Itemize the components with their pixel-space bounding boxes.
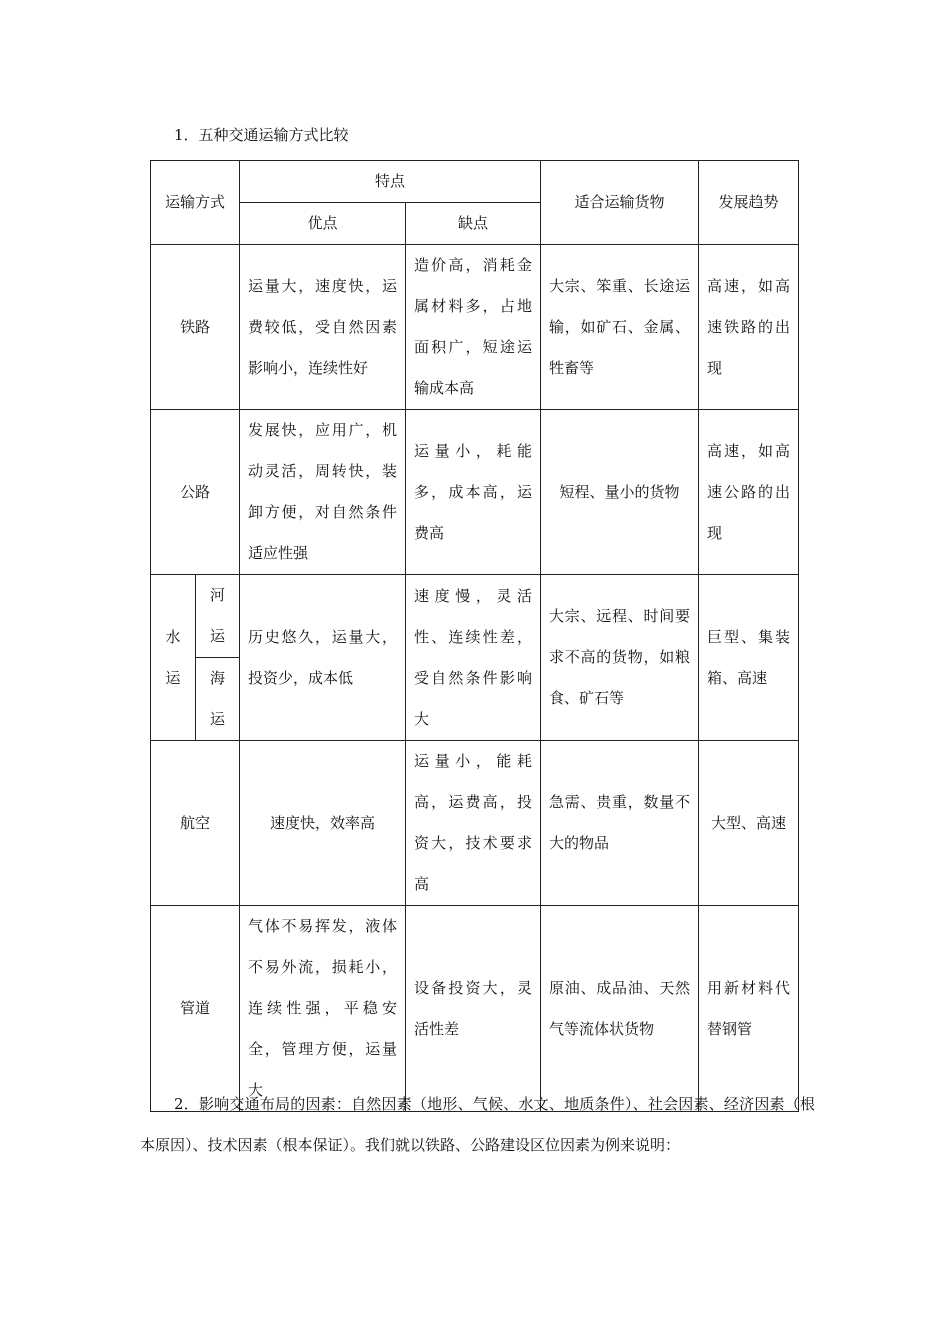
- water-trend: 巨型、集装箱、高速: [699, 575, 799, 741]
- air-advantages: 速度快，效率高: [240, 741, 406, 906]
- air-cargo: 急需、贵重，数量不大的物品: [541, 741, 699, 906]
- pipe-trend: 用新材料代替钢管: [699, 906, 799, 1112]
- mode-road: 公路: [151, 410, 240, 575]
- pipe-advantages: 气体不易挥发，液体不易外流，损耗小，连续性强，平稳安全，管理方便，运量大: [240, 906, 406, 1112]
- water-cargo: 大宗、远程、时间要求不高的货物，如粮食、矿石等: [541, 575, 699, 741]
- water-disadvantages: 速度慢，灵活性、连续性差，受自然条件影响大: [406, 575, 541, 741]
- transport-comparison-table: [150, 160, 799, 1112]
- table-row-water-river: [151, 575, 799, 658]
- rail-trend: 高速，如高速铁路的出现: [699, 245, 799, 410]
- table-row-road: [151, 410, 799, 575]
- mode-air: 航空: [151, 741, 240, 906]
- header-features: 特点: [240, 161, 541, 203]
- pipe-cargo: 原油、成品油、天然气等流体状货物: [541, 906, 699, 1112]
- road-disadvantages: 运量小，耗能多，成本高，运费高: [406, 410, 541, 575]
- air-disadvantages: 运量小，能耗高，运费高，投资大，技术要求高: [406, 741, 541, 906]
- section2-paragraph: 2．影响交通布局的因素：自然因素（地形、气候、水文、地质条件）、社会因素、经济因素（根本原因）、技术因素（根本保证）。我们就以铁路、公路建设区位因素为例来说明：: [140, 1095, 815, 1154]
- road-advantages: 发展快，应用广，机动灵活，周转快，装卸方便，对自然条件适应性强: [240, 410, 406, 575]
- water-sub-sea: 海运: [196, 658, 240, 741]
- air-trend: 大型、高速: [699, 741, 799, 906]
- header-trend: 发展趋势: [699, 161, 799, 245]
- table-row-air: [151, 741, 799, 906]
- header-cargo: 适合运输货物: [541, 161, 699, 245]
- road-cargo: 短程、量小的货物: [541, 410, 699, 575]
- header-mode: 运输方式: [151, 161, 240, 245]
- mode-rail: 铁路: [151, 245, 240, 410]
- table-row-rail: [151, 245, 799, 410]
- pipe-disadvantages: 设备投资大，灵活性差: [406, 906, 541, 1112]
- rail-disadvantages: 造价高，消耗金属材料多，占地面积广，短途运输成本高: [406, 245, 541, 410]
- rail-cargo: 大宗、笨重、长途运输，如矿石、金属、牲畜等: [541, 245, 699, 410]
- header-disadvantages: 缺点: [406, 203, 541, 245]
- water-sub-river: 河运: [196, 575, 240, 658]
- table-row-pipe: [151, 906, 799, 1112]
- rail-advantages: 运量大，速度快，运费较低，受自然因素影响小，连续性好: [240, 245, 406, 410]
- section1-heading: 1．五种交通运输方式比较: [174, 126, 349, 144]
- header-advantages: 优点: [240, 203, 406, 245]
- water-advantages: 历史悠久，运量大，投资少，成本低: [240, 575, 406, 741]
- mode-water: 水运: [151, 575, 196, 741]
- mode-pipe: 管道: [151, 906, 240, 1112]
- road-trend: 高速，如高速公路的出现: [699, 410, 799, 575]
- header-row-1: [151, 161, 799, 203]
